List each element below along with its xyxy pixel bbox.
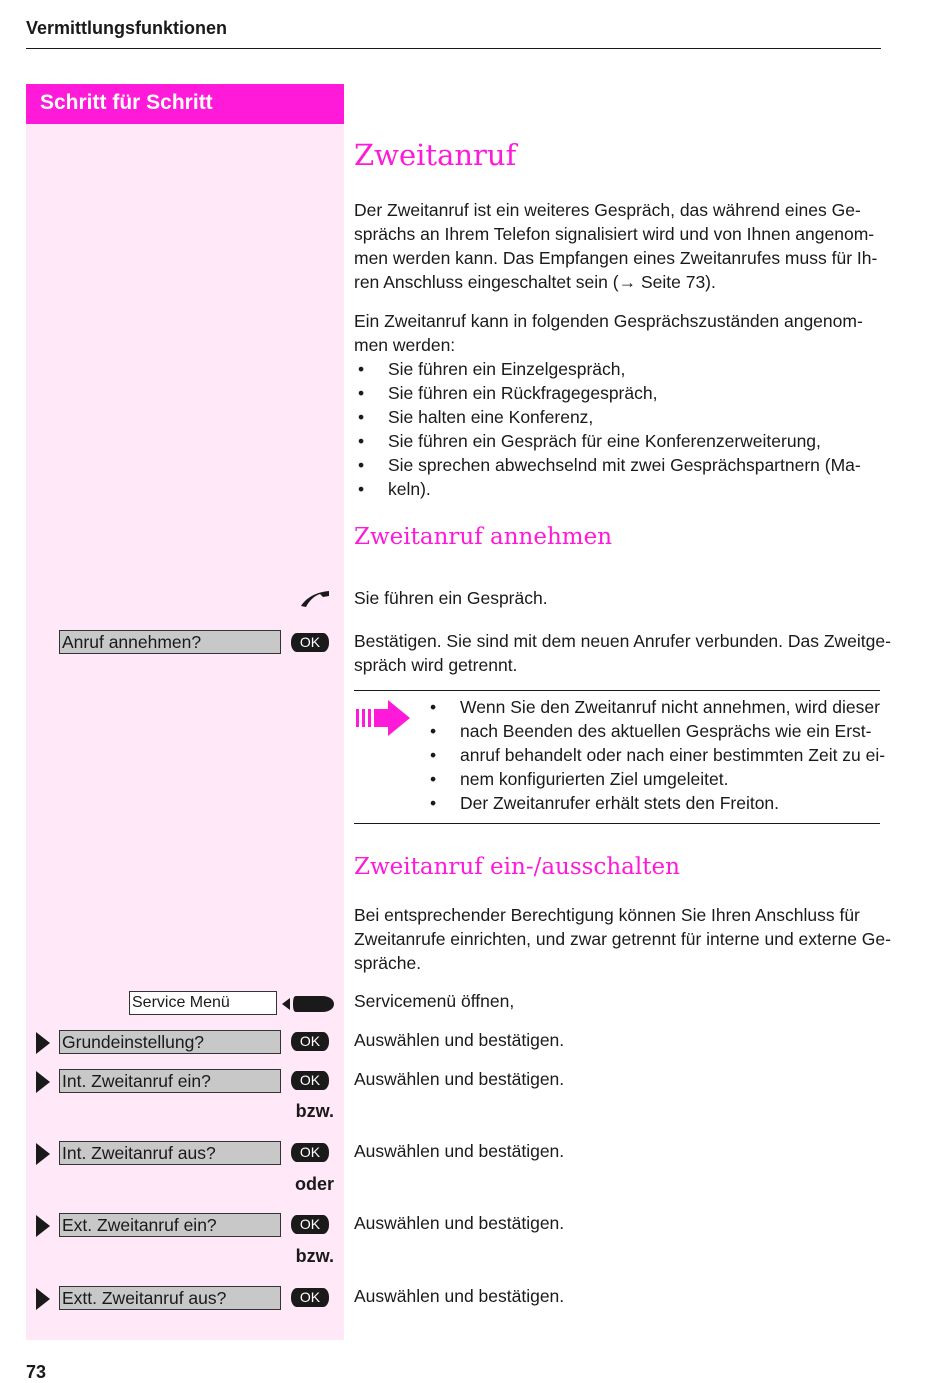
accept-heading: Zweitanruf annehmen: [354, 524, 613, 550]
select-arrow-icon[interactable]: [36, 1215, 50, 1237]
list-item: • Sie sprechen abwechselnd mit zwei Gesprächspartnern (Ma-: [354, 453, 863, 477]
handset-icon: [298, 588, 332, 610]
accept-step-1: Sie führen ein Gespräch.: [354, 588, 548, 608]
list-item: • Sie führen ein Gespräch für eine Konferenzerweiterung,: [354, 429, 863, 453]
step-text: Auswählen und bestätigen.: [354, 1069, 565, 1089]
step-text: Auswählen und bestätigen.: [354, 1213, 565, 1233]
ok-button[interactable]: OK: [291, 1032, 329, 1051]
page-number: 73: [26, 1362, 47, 1382]
note-bottom-rule: [354, 823, 880, 824]
ok-button[interactable]: OK: [291, 633, 329, 652]
step-text: Auswählen und bestätigen.: [354, 1141, 565, 1161]
select-arrow-icon[interactable]: [36, 1032, 50, 1054]
states-list: [354, 357, 863, 501]
ok-button[interactable]: OK: [291, 1071, 329, 1090]
step-text: Auswählen und bestätigen.: [354, 1286, 565, 1306]
list-item-cont: • nem konfigurierten Ziel umgeleitet.: [426, 767, 885, 791]
list-item: • Sie führen ein Rückfragegespräch,: [354, 381, 863, 405]
header-rule: [26, 48, 881, 49]
display-grundeinstellung: Grundeinstellung?: [59, 1030, 281, 1054]
nav-key-icon[interactable]: [282, 992, 334, 1016]
select-arrow-icon[interactable]: [36, 1288, 50, 1310]
intro-paragraph: Der Zweitanruf ist ein weiteres Gespräch, das während eines Ge- sprächs an Ihrem Telefon signalisiert wird und von Ihnen angenom- men werden kann. Das Empfangen eines Zweitanrufes muss für Ih- ren Anschluss eingeschaltet sein (→ Seite 73).: [354, 200, 878, 292]
list-item: • Sie führen ein Einzelgespräch,: [354, 357, 863, 381]
page-header-title: Vermittlungsfunktionen: [26, 18, 228, 38]
accept-step-2: Bestätigen. Sie sind mit dem neuen Anrufer verbunden. Das Zweitge- spräch wird getrennt.: [354, 631, 891, 675]
list-item-cont: • nach Beenden des aktuellen Gesprächs wie ein Erst-: [426, 719, 885, 743]
select-arrow-icon[interactable]: [36, 1143, 50, 1165]
service-menu-display: Service Menü: [129, 991, 277, 1015]
conjunction: bzw.: [295, 1246, 334, 1266]
display-int-zweitanruf-aus: Int. Zweitanruf aus?: [59, 1141, 281, 1165]
toggle-heading: Zweitanruf ein-/ausschalten: [354, 854, 680, 880]
service-step-text: Servicemenü öffnen,: [354, 991, 515, 1011]
step-text: Auswählen und bestätigen.: [354, 1030, 565, 1050]
list-item: • keln).: [354, 477, 863, 501]
ok-button[interactable]: OK: [291, 1143, 329, 1162]
note-arrow-icon: [356, 700, 412, 736]
ok-button[interactable]: OK: [291, 1215, 329, 1234]
sidebar-heading: [26, 84, 344, 124]
list-item: • Wenn Sie den Zweitanruf nicht annehmen, wird dieser: [426, 695, 885, 719]
ok-button[interactable]: OK: [291, 1288, 329, 1307]
note-text: [426, 695, 885, 815]
list-item: • Der Zweitanrufer erhält stets den Freiton.: [426, 791, 885, 815]
select-arrow-icon[interactable]: [36, 1071, 50, 1093]
display-anruf-annehmen: Anruf annehmen?: [59, 630, 281, 654]
conjunction: bzw.: [295, 1101, 334, 1121]
sidebar-heading-text: Schritt für Schritt: [40, 91, 213, 114]
conjunction: oder: [294, 1174, 334, 1194]
list-item-cont: • anruf behandelt oder nach einer bestimmten Zeit zu ei-: [426, 743, 885, 767]
toggle-intro: Bei entsprechender Berechtigung können Sie Ihren Anschluss für Zweitanrufe einrichten, und zwar getrennt für interne und externe Ge- spräche.: [354, 905, 891, 973]
note-top-rule: [354, 690, 880, 691]
states-paragraph: Ein Zweitanruf kann in folgenden Gesprächszuständen angenom- men werden: • Sie führen ein Einzelgespräch, • Sie führen ein Rückfragegespräch, • Sie halten eine Konferenz, • Sie führen ein Gespräch für eine Konferenzerweiterung, • Sie sprechen abwechselnd mit zwei Gesprächspartnern (Ma- • keln).: [354, 309, 863, 501]
section-title: Zweitanruf: [354, 138, 517, 172]
display-ext-zweitanruf-ein: Ext. Zweitanruf ein?: [59, 1213, 281, 1237]
display-int-zweitanruf-ein: Int. Zweitanruf ein?: [59, 1069, 281, 1093]
list-item: • Sie halten eine Konferenz,: [354, 405, 863, 429]
display-ext-zweitanruf-aus: Extt. Zweitanruf aus?: [59, 1286, 281, 1310]
